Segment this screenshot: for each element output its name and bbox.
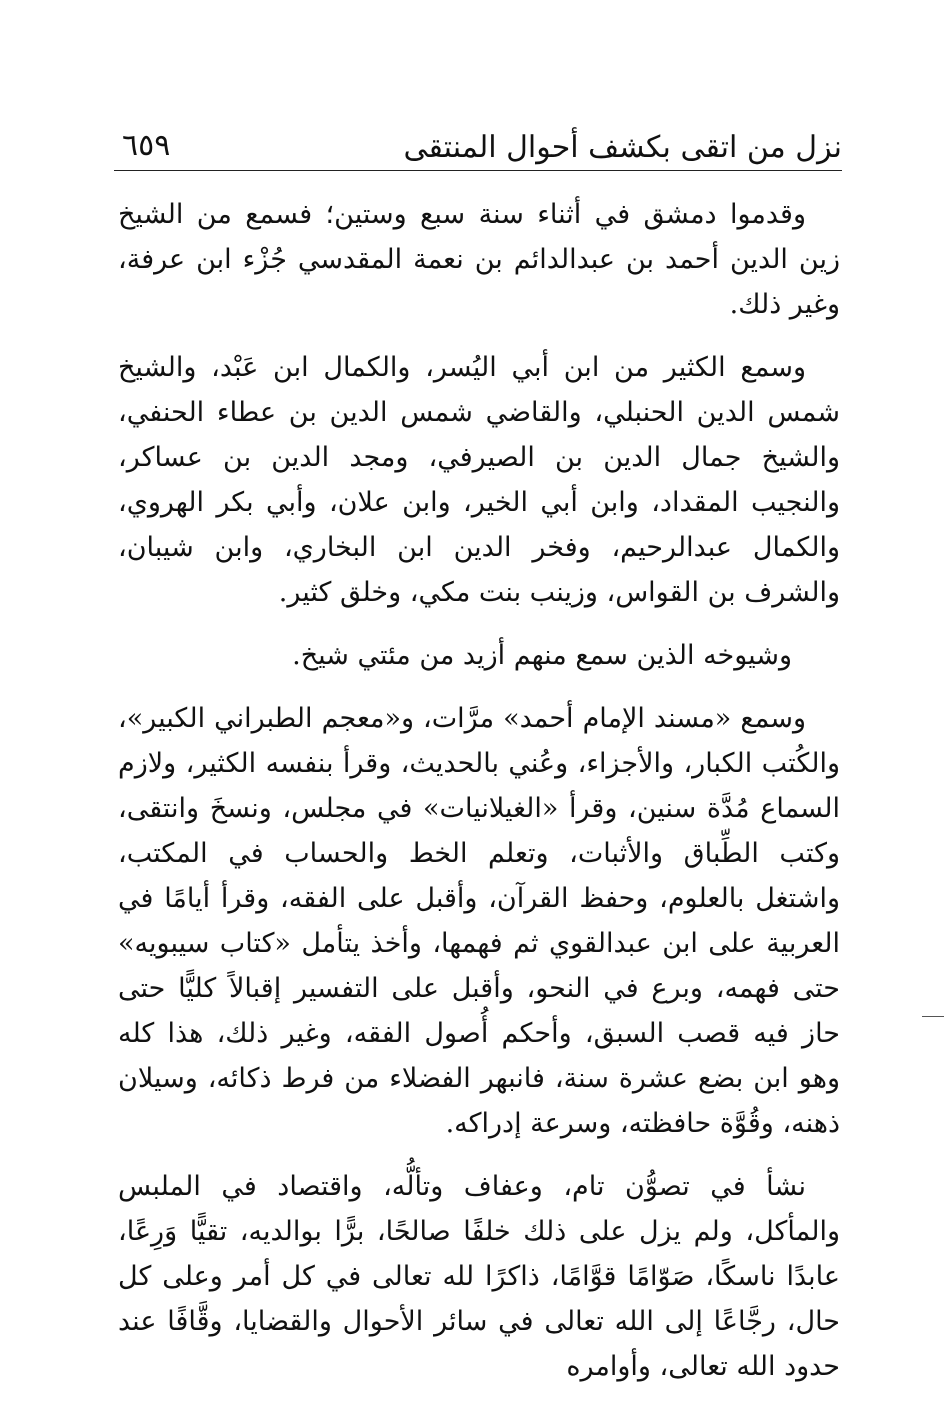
paragraph-2: وسمع الكثير من ابن أبي اليُسر، والكمال ابن عَبْد، والشيخ شمس الدين الحنبلي، والقاضي شمس الدين بن عطاء الحنفي، والشيخ جمال الدين بن الصيرفي، ومجد الدين بن عساكر، والنجيب المقداد، وابن أبي الخير، وابن علان، وأبي بكر الهروي، والكمال عبدالرحيم، وفخر الدين ابن البخاري، وابن شيبان، والشرف بن القواس، وزينب بنت مكي، وخلق كثير.: [118, 352, 840, 608]
running-header: [114, 122, 842, 171]
paragraph-1: وقدموا دمشق في أثناء سنة سبع وستين؛ فسمع من الشيخ زين الدين أحمد بن عبدالدائم بن نعمة المقدسي جُزْء ابن عرفة، وغير ذلك.: [118, 199, 841, 320]
margin-mark: [922, 1016, 944, 1017]
page-body: [118, 192, 840, 1407]
book-title: نزل من اتقى بكشف أحوال المنتقى: [403, 130, 842, 165]
paragraph-3: وشيوخه الذين سمع منهم أزيد من مئتي شيخ.: [292, 640, 792, 671]
page-number: ٦٥٩: [122, 128, 171, 163]
paragraph-5: نشأ في تصوُّن تام، وعفاف وتألُّه، واقتصاد في الملبس والمأكل، ولم يزل على ذلك خلفًا صالحًا، برًّا بوالديه، تقيًّا وَرِعًا، عابدًا ناسكًا، صَوّامًا قوَّامًا، ذاكرًا لله تعالى في كل أمر وعلى كل حال، رجَّاعًا إلى الله تعالى في سائر الأحوال والقضايا، وقَّافًا عند حدود الله تعالى، وأوامره: [118, 1171, 840, 1382]
paragraph-4: وسمع «مسند الإمام أحمد» مرَّات، و«معجم الطبراني الكبير»، والكُتب الكبار، والأجزاء، وعُني بالحديث، وقرأ بنفسه الكثير، ولازم السماع مُدَّة سنين، وقرأ «الغيلانيات» في مجلس، ونسخَ وانتقى، وكتب الطِّباق والأثبات، وتعلم الخط والحساب في المكتب، واشتغل بالعلوم، وحفظ القرآن، وأقبل على الفقه، وقرأ أيامًا في العربية على ابن عبدالقوي ثم فهمها، وأخذ يتأمل «كتاب سيبويه» حتى فهمه، وبرع في النحو، وأقبل على التفسير إقبالاً كليًّا حتى حاز فيه قصب السبق، وأحكم أُصول الفقه، وغير ذلك، هذا كله وهو ابن بضع عشرة سنة، فانبهر الفضلاء من فرط ذكائه، وسيلان ذهنه، وقُوَّة حافظته، وسرعة إدراكه.: [118, 703, 840, 1139]
